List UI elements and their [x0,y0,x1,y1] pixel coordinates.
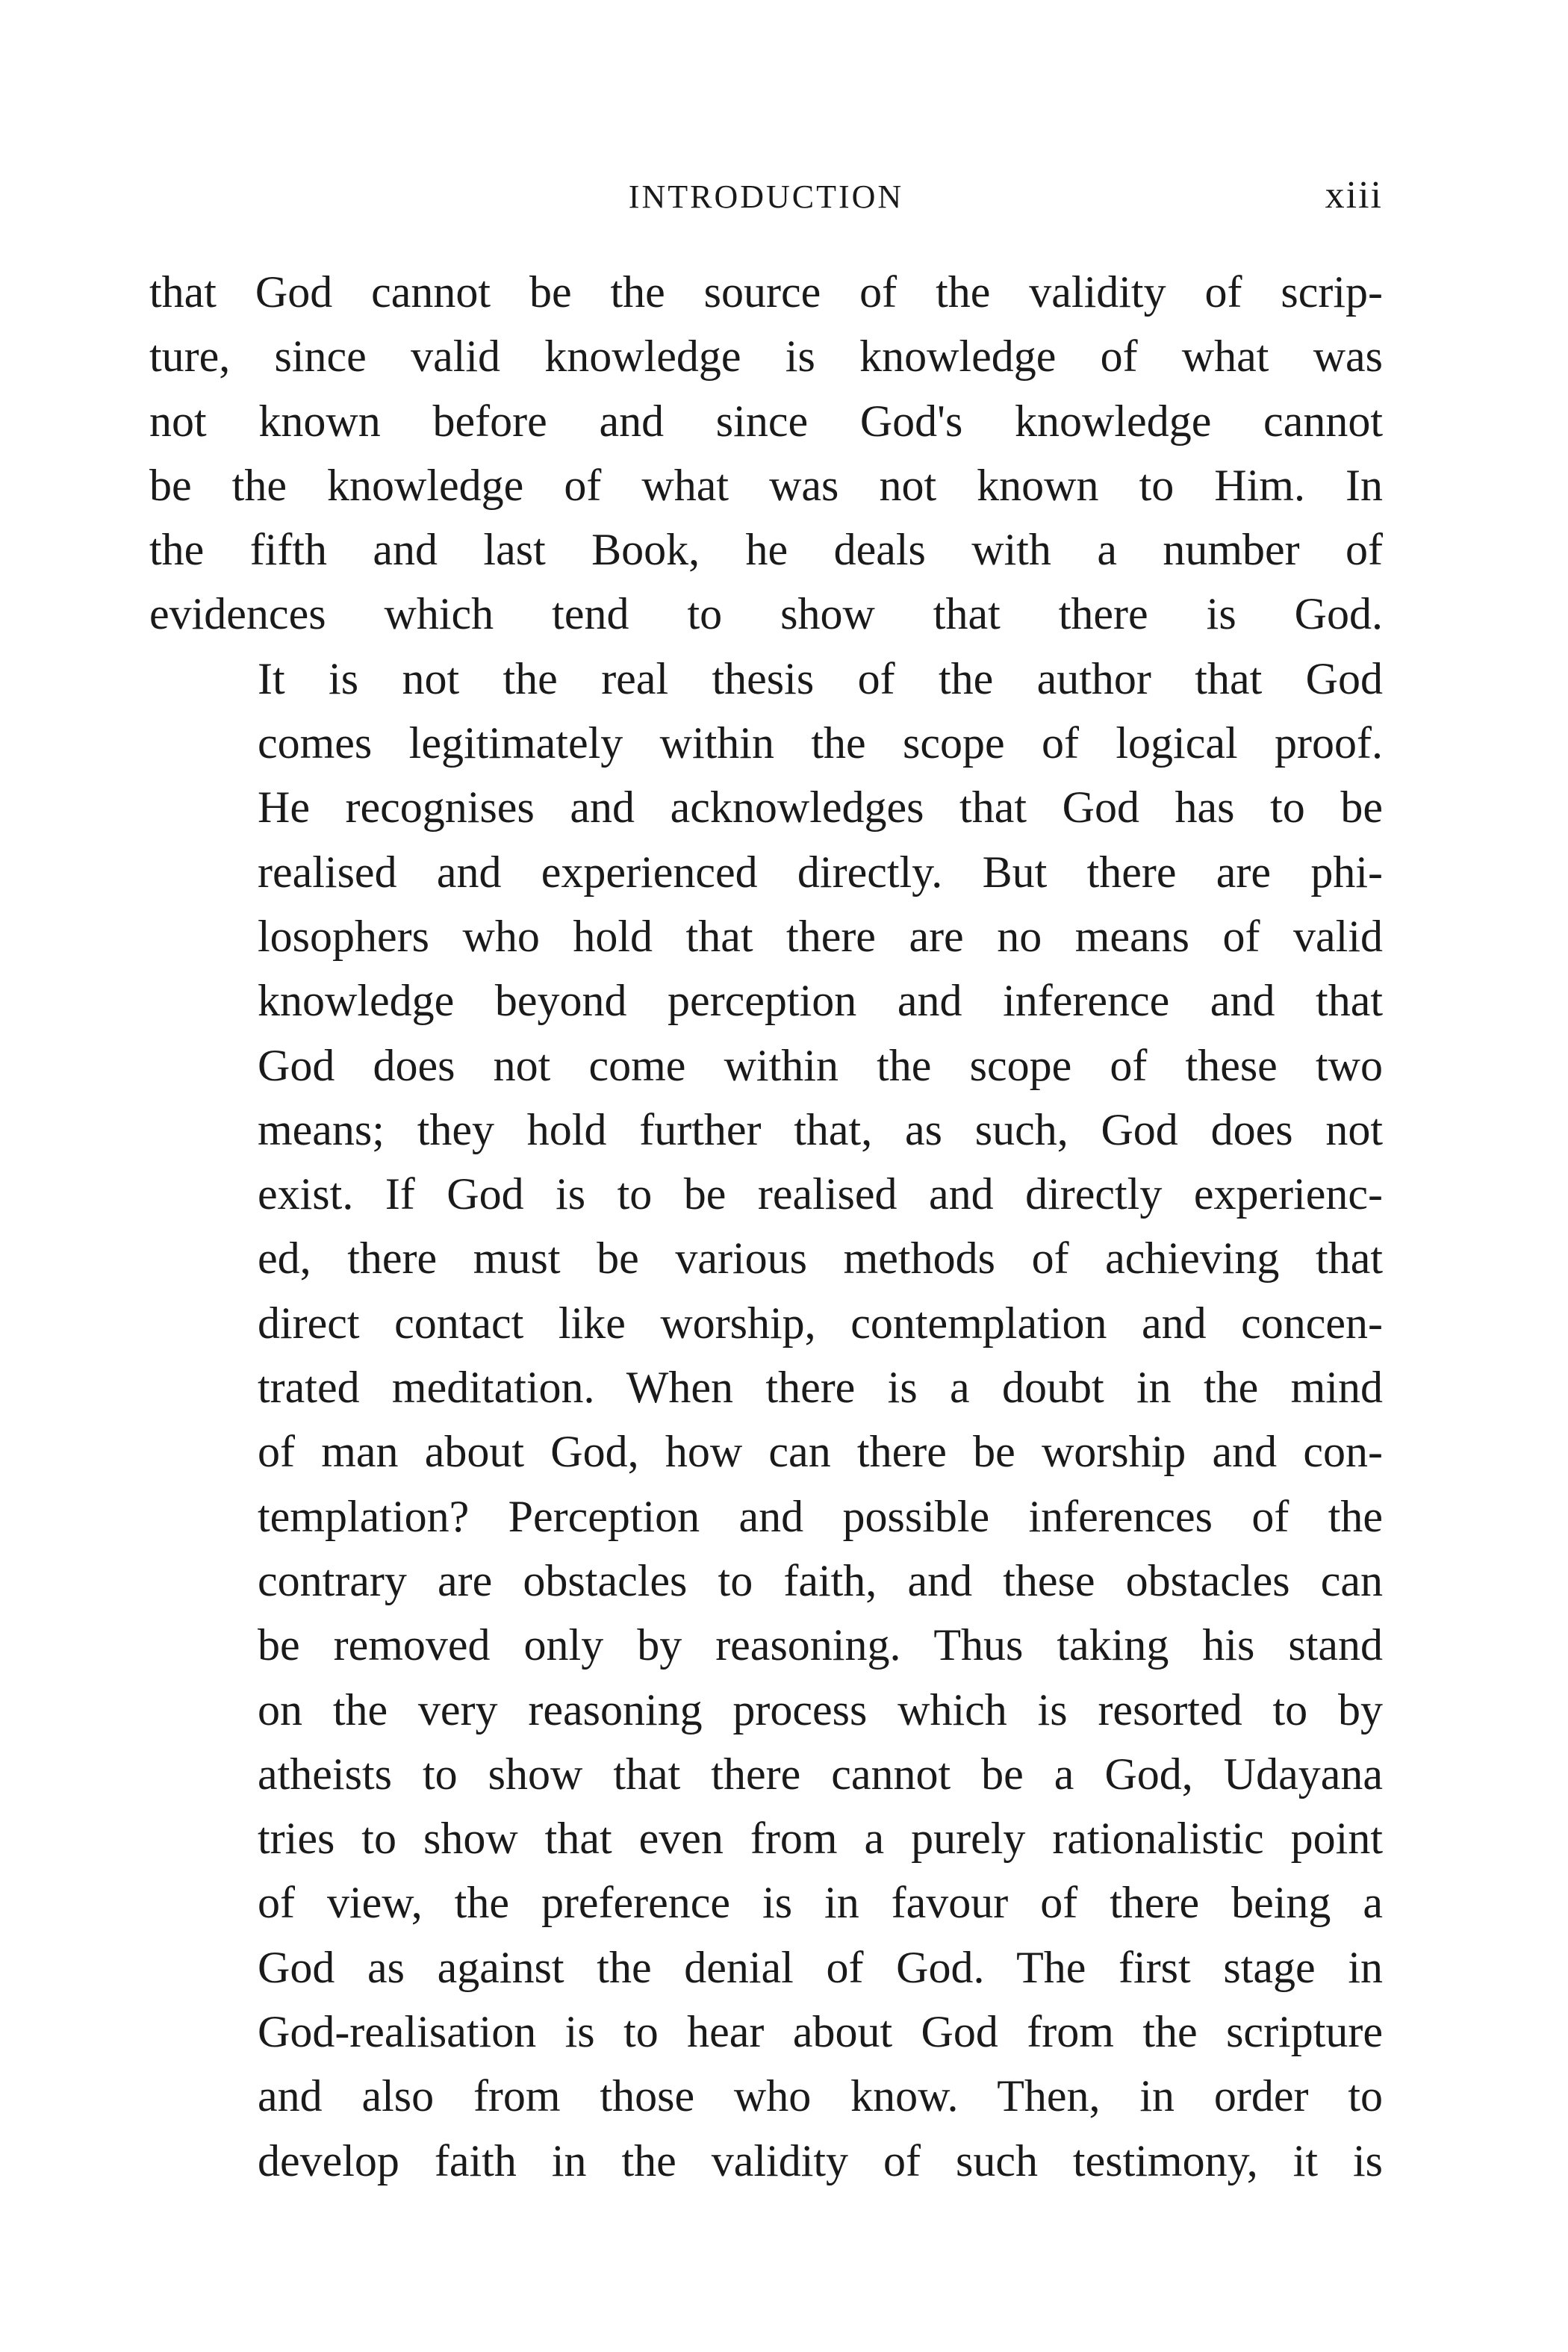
text-line: God does not come within the scope of these two [258,1040,1383,1090]
text-line: It is not the real thesis of the author that God [258,653,1383,703]
text-line: and also from those who know. Then, in order to [258,2071,1383,2121]
running-head [149,170,1383,230]
text-line: comes legitimately within the scope of logical proof. [258,718,1383,768]
body-text [149,260,1383,2193]
text-line: exist. If God is to be realised and directly experienc- [258,1169,1383,1219]
text-line: losophers who hold that there are no means of valid [258,911,1383,961]
text-line: atheists to show that there cannot be a God, Udayana [258,1749,1383,1799]
text-line: God-realisation is to hear about God from the scripture [258,2007,1383,2057]
text-line: of view, the preference is in favour of there being a [258,1878,1383,1928]
paragraph-2 [149,647,1383,2193]
running-head-title: INTRODUCTION [628,178,904,215]
text-line: templation? Perception and possible inferences of the [258,1491,1383,1541]
text-line: direct contact like worship, contemplation and concen- [258,1298,1383,1348]
text-line: knowledge beyond perception and inference and that [258,976,1383,1026]
text-line: on the very reasoning process which is resorted to by [258,1684,1383,1735]
text-line: God as against the denial of God. The first stage in [258,1942,1383,1992]
text-line: trated meditation. When there is a doubt in the mind [258,1363,1383,1413]
text-line: contrary are obstacles to faith, and these obstacles can [258,1555,1383,1605]
text-line: that God cannot be the source of the validity of scrip- [149,267,1383,317]
text-line: realised and experienced directly. But there are phi- [258,847,1383,897]
text-line: evidences which tend to show that there is God. [149,589,1383,639]
text-line: develop faith in the validity of such testimony, it is [258,2135,1383,2185]
text-line: means; they hold further that, as such, God does not [258,1104,1383,1154]
text-line: of man about God, how can there be worship and con- [258,1427,1383,1477]
page-number: xiii [1325,174,1383,217]
text-line: tries to show that even from a purely rationalistic point [258,1814,1383,1864]
text-line: be the knowledge of what was not known to Him. In [149,460,1383,510]
text-line: ture, since valid knowledge is knowledge of what was [149,332,1383,382]
text-line: ed, there must be various methods of achieving that [258,1233,1383,1284]
text-line: not known before and since God's knowledge cannot [149,396,1383,446]
paragraph-1 [149,260,1383,647]
text-line: the fifth and last Book, he deals with a number of [149,525,1383,575]
text-line: He recognises and acknowledges that God has to be [258,783,1383,833]
text-line: be removed only by reasoning. Thus taking his stand [258,1620,1383,1670]
